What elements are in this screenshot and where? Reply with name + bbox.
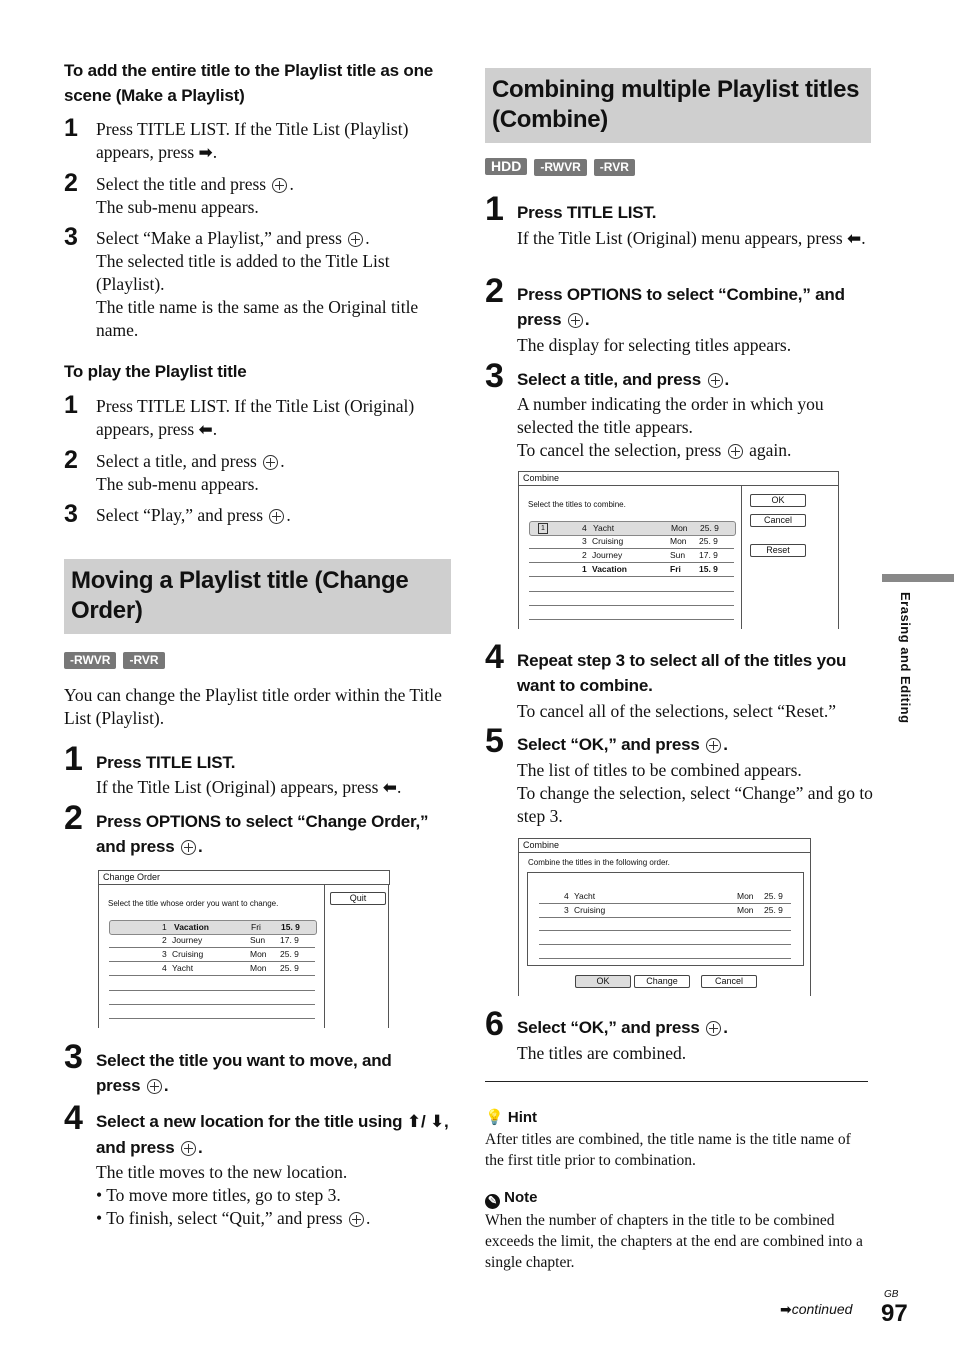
combine-confirm-screen <box>518 838 811 998</box>
enter-button-icon <box>706 738 721 753</box>
arrow-right-icon: ➡ <box>198 143 213 163</box>
continued-indicator: ➡continued <box>780 1301 853 1318</box>
ok-button[interactable]: OK <box>575 975 631 988</box>
step-text: If the Title List (Original) appears, press ⬅. <box>96 777 402 798</box>
enter-button-icon <box>272 178 287 193</box>
step-text: If the Title List (Original) menu appears, press ⬅. <box>517 228 866 249</box>
divider <box>485 1081 868 1082</box>
table-row[interactable]: 1 Vacation Fri 15. 9 <box>529 563 734 577</box>
step-number: 1 <box>64 740 83 778</box>
media-badge: -RVR <box>594 159 635 176</box>
enter-button-icon <box>728 444 743 459</box>
enter-button-icon <box>348 232 363 247</box>
step-heading: Press TITLE LIST. <box>96 753 236 772</box>
step-text: Select a title, and press . The sub-menu appears. <box>96 451 285 494</box>
enter-button-icon <box>708 373 723 388</box>
enter-button-icon <box>269 509 284 524</box>
table-row: 3 Cruising Mon 25. 9 <box>539 904 791 918</box>
enter-button-icon <box>181 1141 196 1156</box>
step-heading: Select the title you want to move, and press . <box>96 1051 392 1095</box>
play-playlist-heading: To play the Playlist title <box>64 362 247 381</box>
step-number: 3 <box>64 500 78 528</box>
step-number: 6 <box>485 1005 504 1043</box>
arrow-up-icon: ⬆ <box>406 1112 421 1132</box>
step-heading: Press OPTIONS to select “Change Order,” and press . <box>96 812 429 856</box>
step-heading: Press TITLE LIST. <box>517 203 657 222</box>
intro-text: You can change the Playlist title order within the Title List (Playlist). <box>64 685 442 728</box>
cancel-button[interactable]: Cancel <box>701 975 757 988</box>
change-button[interactable]: Change <box>634 975 690 988</box>
combine-select-screen <box>518 471 839 631</box>
ok-button[interactable]: OK <box>750 494 806 507</box>
selection-order-box: 1 <box>538 523 548 534</box>
enter-button-icon <box>349 1212 364 1227</box>
media-badges <box>64 651 172 669</box>
change-order-screen <box>98 870 390 1030</box>
arrow-right-icon: ➡ <box>780 1302 792 1318</box>
step-number: 3 <box>64 1038 83 1076</box>
make-playlist-heading: To add the entire title to the Playlist title as one scene (Make a Playlist) <box>64 61 434 105</box>
step-text: The display for selecting titles appears. <box>517 335 792 355</box>
arrow-left-icon: ⬅ <box>847 229 862 249</box>
media-badge: HDD <box>485 158 527 175</box>
step-number: 2 <box>64 799 83 837</box>
lightbulb-icon: 💡 <box>485 1108 504 1126</box>
step-text: A number indicating the order in which you selected the title appears. To cancel the selection, press again. <box>517 394 824 460</box>
screen-prompt: Select the titles to combine. <box>528 500 626 509</box>
section-title: Combining multiple Playlist titles (Combine) <box>492 76 860 133</box>
step-text: The list of titles to be combined appears. To change the selection, select “Change” and go to step 3. <box>517 760 873 826</box>
step-text: The titles are combined. <box>517 1043 687 1063</box>
cancel-button[interactable]: Cancel <box>750 514 806 527</box>
step-text: Press TITLE LIST. If the Title List (Playlist) appears, press ➡. <box>96 119 409 163</box>
step-number: 2 <box>64 446 78 474</box>
enter-button-icon <box>706 1021 721 1036</box>
media-badge: -RVR <box>123 652 164 669</box>
arrow-left-icon: ⬅ <box>382 778 398 798</box>
step-heading: Select “OK,” and press . <box>517 735 728 754</box>
table-row[interactable]: 1 4 Yacht Mon 25. 9 <box>529 521 736 536</box>
step-number: 1 <box>485 190 504 228</box>
step-number: 3 <box>64 223 78 251</box>
step-number: 4 <box>485 638 504 676</box>
step-text: The title moves to the new location. • To move more titles, go to step 3. • To finish, select “Quit,” and press . <box>96 1162 371 1228</box>
note-text: When the number of chapters in the title to be combined exceeds the limit, the chapters at the end are combined into a single chapter. <box>485 1212 863 1271</box>
step-text: Press TITLE LIST. If the Title List (Original) appears, press ⬅. <box>96 396 415 440</box>
arrow-down-icon: ⬇ <box>429 1112 445 1132</box>
table-row[interactable]: 1 Vacation Fri 15. 9 <box>109 920 317 935</box>
note-heading: ✎ Note <box>485 1189 538 1209</box>
enter-button-icon <box>181 840 196 855</box>
step-number: 2 <box>485 272 504 310</box>
region-code: GB <box>884 1289 899 1300</box>
media-badges <box>485 158 642 176</box>
enter-button-icon <box>263 455 278 470</box>
table-row[interactable]: 4 Yacht Mon 25. 9 <box>109 962 315 976</box>
table-row[interactable]: 3 Cruising Mon 25. 9 <box>529 535 734 549</box>
side-tab-label: Erasing and Editing <box>898 592 913 724</box>
hint-text: After titles are combined, the title name is the title name of the first title prior to combination. <box>485 1131 851 1169</box>
step-number: 1 <box>64 391 78 419</box>
media-badge: -RWVR <box>534 159 586 176</box>
note-icon: ✎ <box>485 1194 500 1209</box>
screen-title: Change Order <box>103 872 161 882</box>
table-row: 4 Yacht Mon 25. 9 <box>539 890 791 904</box>
page-number: 97 <box>881 1300 908 1327</box>
step-heading: Press OPTIONS to select “Combine,” and press . <box>517 285 845 329</box>
step-text: Select the title and press . The sub-menu appears. <box>96 174 294 217</box>
section-title-bar <box>64 559 451 634</box>
step-number: 5 <box>485 722 504 760</box>
enter-button-icon <box>147 1079 162 1094</box>
table-row[interactable]: 2 Journey Sun 17. 9 <box>109 934 315 948</box>
media-badge: -RWVR <box>64 652 116 669</box>
step-heading: Select a new location for the title using ⬆/ ⬇, and press . <box>96 1112 449 1157</box>
quit-button[interactable]: Quit <box>330 892 386 905</box>
step-heading: Select “OK,” and press . <box>517 1018 728 1037</box>
section-title-bar <box>485 68 871 143</box>
step-heading: Repeat step 3 to select all of the titles you want to combine. <box>517 651 847 695</box>
hint-heading: 💡 Hint <box>485 1108 538 1126</box>
step-number: 3 <box>485 357 504 395</box>
table-row[interactable]: 3 Cruising Mon 25. 9 <box>109 948 315 962</box>
step-text: Select “Make a Playlist,” and press . The selected title is added to the Title List (Playlist). The title name is the same as the Original title name. <box>96 228 419 340</box>
screen-title: Combine <box>523 840 560 850</box>
step-number: 1 <box>64 114 78 142</box>
table-row[interactable]: 2 Journey Sun 17. 9 <box>529 549 734 563</box>
enter-button-icon <box>568 313 583 328</box>
side-tab-marker <box>882 574 954 582</box>
step-heading: Select a title, and press . <box>517 370 730 389</box>
step-number: 4 <box>64 1099 83 1137</box>
section-title: Moving a Playlist title (Change Order) <box>71 567 409 624</box>
step-text: Select “Play,” and press . <box>96 505 291 525</box>
step-number: 2 <box>64 169 78 197</box>
step-text: To cancel all of the selections, select “Reset.” <box>517 701 836 721</box>
arrow-left-icon: ⬅ <box>198 420 213 440</box>
reset-button[interactable]: Reset <box>750 544 806 557</box>
screen-title: Combine <box>523 473 560 483</box>
screen-prompt: Combine the titles in the following order. <box>528 858 670 867</box>
screen-prompt: Select the title whose order you want to change. <box>108 899 279 908</box>
